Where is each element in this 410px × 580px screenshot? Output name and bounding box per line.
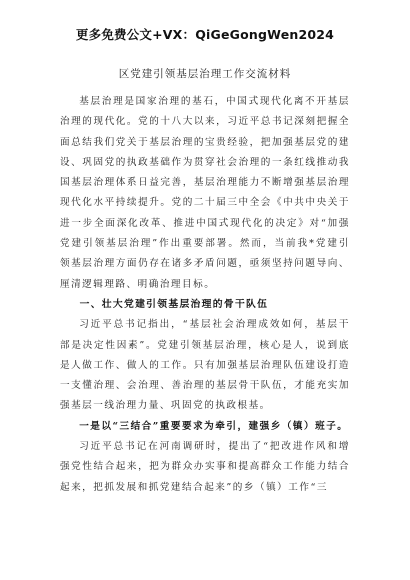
subheading: 一是以“三结合”重要要求为牵引，建强乡（镇）班子。 — [79, 420, 349, 432]
document-title: 区党建引领基层治理工作交流材料 — [118, 68, 292, 80]
section-heading: 一、壮大党建引领基层治理的骨干队伍 — [79, 298, 269, 310]
body-paragraph: 习近平总书记指出，“基层社会治理成效如何，基层干部是决定性因素”。党建引领基层治理，核心是人，说到底是人做工作、做人的工作。只有加强基层治理队伍建设打造一支懂治理、会治理、善治理的基层骨干队伍，才能充实加强基层一线治理力量、巩固党的执政根基。 — [60, 319, 350, 412]
intro-paragraph: 基层治理是国家治理的基石，中国式现代化离不开基层治理的现代化。党的十八大以来，习近平总书记深刻把握全面总结我们党关于基层治理的宝贵经验，把加强基层党的建设、巩固党的执政基础作为贯穿社会治理的一条红线推动我国基层治理体系日益完善，基层治理能力不断增强基层治理现代化水平持续提升。党的二十届三中全会《中共中央关于进一步全面深化改革、推进中国式现代化的决定》对“加强党建引领基层治理”作出重要部署。然而，当前我*党建引领基层治理方面仍存在诸多矛盾问题，亟须坚持问题导向、厘清逻辑理路、明确治理目标。 — [60, 96, 350, 290]
body-paragraph-2: 习近平总书记在河南调研时，提出了“把改进作风和增强党性结合起来，把为群众办实事和提高群众工作能力结合起来，把抓发展和抓党建结合起来”的乡（镇）工作“三 — [60, 441, 350, 493]
promo-banner: 更多免费公文+VX：QiGeGongWen2024 — [75, 27, 335, 42]
